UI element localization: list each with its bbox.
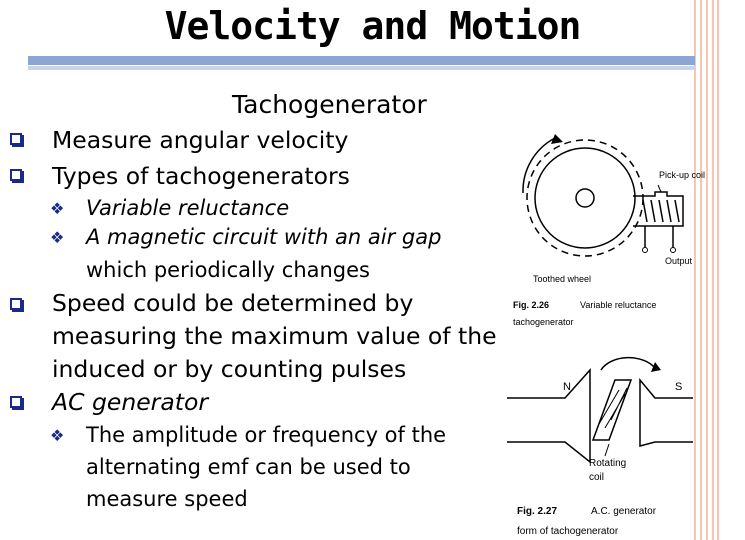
checkbox-bullet-icon: [10, 298, 22, 310]
figure-caption-text: Variable reluctance: [580, 300, 657, 310]
sub-bullet-text: which periodically changes: [86, 258, 370, 282]
pickup-coil-label: Pick-up coil: [659, 170, 706, 180]
n-pole-label: N: [563, 381, 571, 393]
title-underline-bar: [28, 56, 695, 65]
slide-title: Velocity and Motion: [164, 4, 581, 48]
figure-caption-number: Fig. 2.26: [513, 300, 550, 310]
figure-caption-text: A.C. generator: [591, 506, 657, 517]
figure-caption-number: Fig. 2.27: [517, 506, 558, 517]
diamond-bullet-icon: ❖: [50, 199, 65, 218]
toothed-wheel-label: Toothed wheel: [533, 274, 592, 284]
bullet-text: induced or by counting pulses: [52, 355, 407, 383]
sub-bullet-text: The amplitude or frequency of the: [86, 423, 447, 447]
bullet-text: Measure angular velocity: [52, 126, 349, 154]
bullet-text: measuring the maximum value of the: [52, 322, 497, 350]
title-underline-shadow: [28, 66, 695, 70]
s-pole-label: S: [675, 381, 683, 393]
bullet-text: Speed could be determined by: [52, 289, 414, 317]
rotating-coil-label-2: coil: [589, 472, 605, 483]
sub-bullet-text: measure speed: [86, 487, 248, 511]
rotating-coil-icon: [593, 380, 631, 440]
arrow-head-icon: [651, 362, 661, 372]
figure-caption-line2: form of tachogenerator: [517, 526, 619, 537]
rotating-coil-label: Rotating: [589, 458, 627, 469]
rotation-arrow-icon: [601, 358, 655, 370]
sub-bullet-text: alternating emf can be used to: [86, 455, 411, 479]
diamond-bullet-icon: ❖: [50, 228, 65, 247]
diamond-bullet-icon: ❖: [50, 426, 65, 445]
ac-generator-figure: [505, 340, 695, 540]
checkbox-bullet-icon: [10, 133, 22, 145]
pickup-coil-icon: [633, 185, 683, 253]
checkbox-bullet-icon: [10, 169, 22, 181]
sub-bullet-text: A magnetic circuit with an air gap: [86, 225, 442, 249]
slide-subtitle: Tachogenerator: [232, 90, 427, 119]
bullet-text: Types of tachogenerators: [52, 162, 350, 190]
bullet-text: AC generator: [52, 388, 208, 416]
output-label: Output: [665, 256, 693, 266]
variable-reluctance-figure: [505, 128, 706, 338]
sub-bullet-text: Variable reluctance: [86, 196, 290, 220]
checkbox-bullet-icon: [10, 396, 22, 408]
s-pole-icon: [640, 380, 693, 446]
toothed-wheel-icon: [527, 140, 643, 256]
n-pole-icon: [507, 370, 590, 462]
figure-caption-line2: tachogenerator: [513, 317, 574, 327]
